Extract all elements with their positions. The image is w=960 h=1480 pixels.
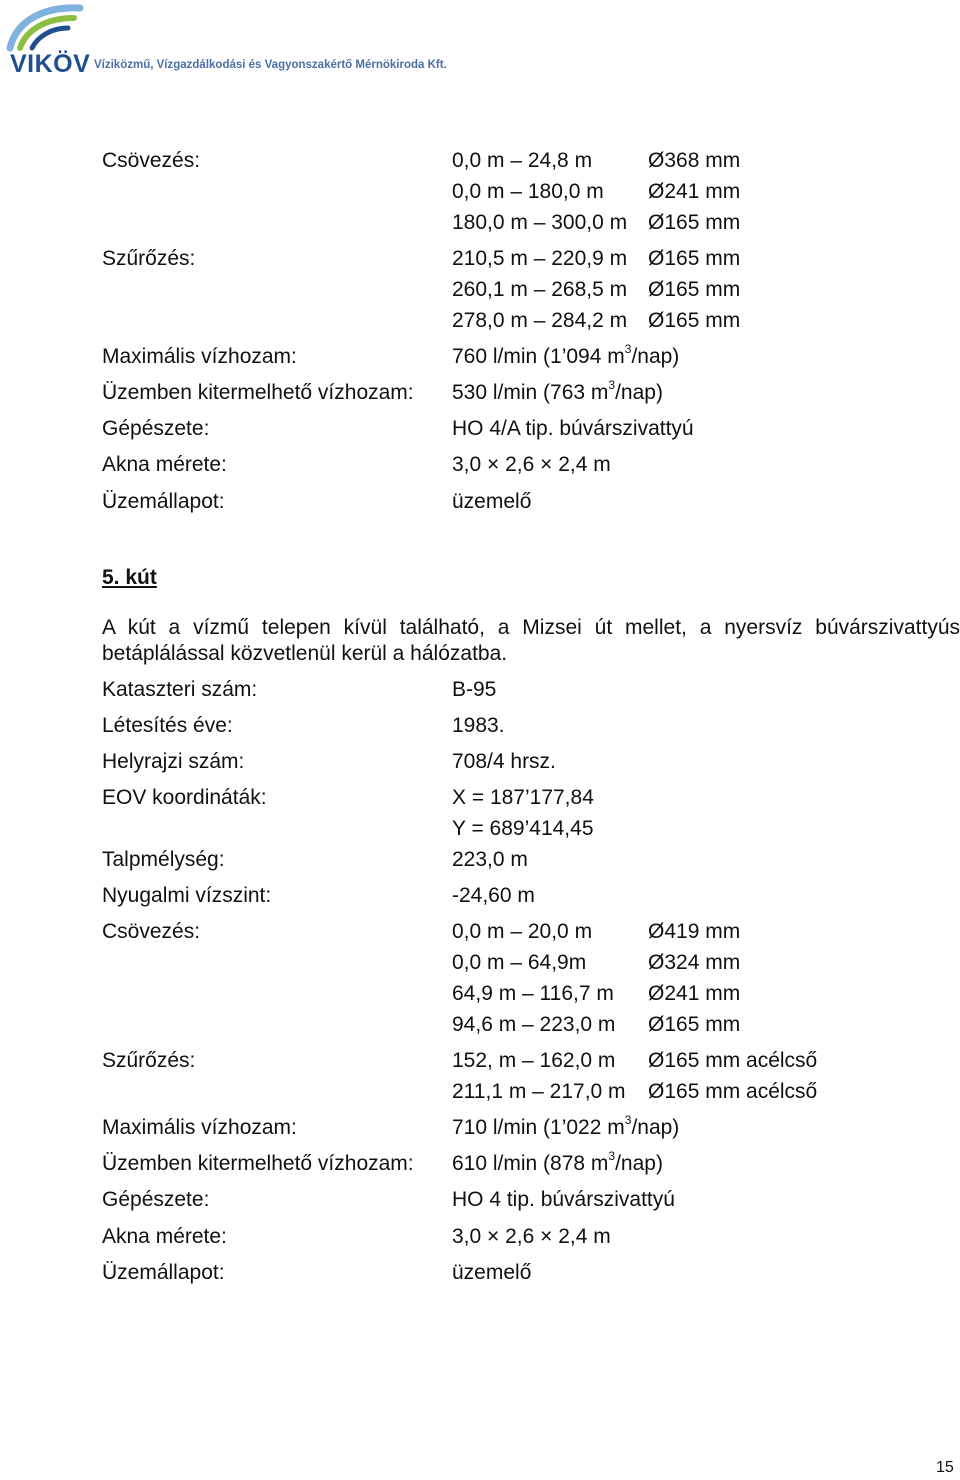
casing-range: 0,0 m – 20,0 m (452, 920, 593, 943)
shaft-size-value: 3,0 × 2,6 × 2,4 m (452, 1225, 611, 1248)
operational-yield-label: Üzemben kitermelhető vízhozam: (102, 1152, 414, 1175)
static-level-label: Nyugalmi vízszint: (102, 884, 272, 907)
equipment-value: HO 4 tip. búvárszivattyú (452, 1188, 675, 1211)
equipment-label: Gépészete: (102, 417, 210, 440)
casing-range: 94,6 m – 223,0 m (452, 1013, 616, 1036)
status-label: Üzemállapot: (102, 490, 225, 513)
casing-diameter: Ø368 mm (648, 149, 741, 172)
eov-label: EOV koordináták: (102, 786, 267, 809)
shaft-size-label: Akna mérete: (102, 1225, 227, 1248)
screen-diameter: Ø165 mm (648, 247, 741, 270)
casing-label: Csövezés: (102, 920, 201, 943)
casing-diameter: Ø165 mm (648, 1013, 741, 1036)
screen-diameter: Ø165 mm (648, 309, 741, 332)
max-yield-value: 710 l/min (1’022 $m^3/nap$) (452, 1113, 680, 1139)
casing-diameter: Ø419 mm (648, 920, 741, 943)
screen-range: 260,1 m – 268,5 m (452, 278, 628, 301)
company-name: Víziközmű, Vízgazdálkodási és Vagyonszakértő Mérnökiroda Kft. (94, 59, 447, 71)
eov-y-value: Y = 689’414,45 (452, 817, 594, 840)
casing-diameter: Ø241 mm (648, 180, 741, 203)
section-heading: 5. kút (102, 566, 157, 589)
year-built-label: Létesítés éve: (102, 714, 233, 737)
parcel-value: 708/4 hrsz. (452, 750, 556, 773)
year-built-value: 1983. (452, 714, 505, 737)
cadastral-value: B-95 (452, 678, 497, 701)
operational-yield-label: Üzemben kitermelhető vízhozam: (102, 381, 414, 404)
casing-label: Csövezés: (102, 149, 201, 172)
screen-diameter: Ø165 mm acélcső (648, 1080, 818, 1103)
static-level-value: -24,60 m (452, 884, 535, 907)
vikov-logo-icon (2, 2, 94, 52)
status-value: üzemelő (452, 1261, 532, 1284)
well-description: A kút a vízmű telepen kívül található, a Mizsei út mellet, a nyersvíz búvárszivattyús betáplálással közvetlenül kerül a hálózatba. (102, 616, 960, 665)
depth-label: Talpmélység: (102, 848, 225, 871)
screen-diameter: Ø165 mm (648, 278, 741, 301)
screen-label: Szűrőzés: (102, 1049, 196, 1072)
max-yield-value: 760 l/min (1’094 $m^3/nap$) (452, 342, 680, 368)
eov-x-value: X = 187’177,84 (452, 786, 594, 809)
casing-range: 64,9 m – 116,7 m (452, 982, 614, 1005)
casing-diameter: Ø324 mm (648, 951, 741, 974)
screen-range: 152, m – 162,0 m (452, 1049, 616, 1072)
page-number: 15 (936, 1459, 954, 1476)
casing-range: 0,0 m – 24,8 m (452, 149, 593, 172)
status-label: Üzemállapot: (102, 1261, 225, 1284)
screen-range: 211,1 m – 217,0 m (452, 1080, 626, 1103)
max-yield-label: Maximális vízhozam: (102, 345, 297, 368)
parcel-label: Helyrajzi szám: (102, 750, 245, 773)
screen-range: 278,0 m – 284,2 m (452, 309, 628, 332)
screen-range: 210,5 m – 220,9 m (452, 247, 628, 270)
equipment-value: HO 4/A tip. búvárszivattyú (452, 417, 694, 440)
casing-diameter: Ø165 mm (648, 211, 741, 234)
shaft-size-label: Akna mérete: (102, 453, 227, 476)
screen-label: Szűrőzés: (102, 247, 196, 270)
page-header (0, 0, 960, 110)
depth-value: 223,0 m (452, 848, 528, 871)
logo-text: VIKÖV (10, 50, 91, 78)
casing-range: 0,0 m – 64,9m (452, 951, 587, 974)
equipment-label: Gépészete: (102, 1188, 210, 1211)
casing-range: 180,0 m – 300,0 m (452, 211, 628, 234)
status-value: üzemelő (452, 490, 532, 513)
shaft-size-value: 3,0 × 2,6 × 2,4 m (452, 453, 611, 476)
operational-yield-value: 610 l/min (878 $m^3/nap$) (452, 1149, 663, 1175)
cadastral-label: Kataszteri szám: (102, 678, 258, 701)
casing-range: 0,0 m – 180,0 m (452, 180, 604, 203)
screen-diameter: Ø165 mm acélcső (648, 1049, 818, 1072)
operational-yield-value: 530 l/min (763 $m^3/nap$) (452, 378, 663, 404)
max-yield-label: Maximális vízhozam: (102, 1116, 297, 1139)
casing-diameter: Ø241 mm (648, 982, 741, 1005)
